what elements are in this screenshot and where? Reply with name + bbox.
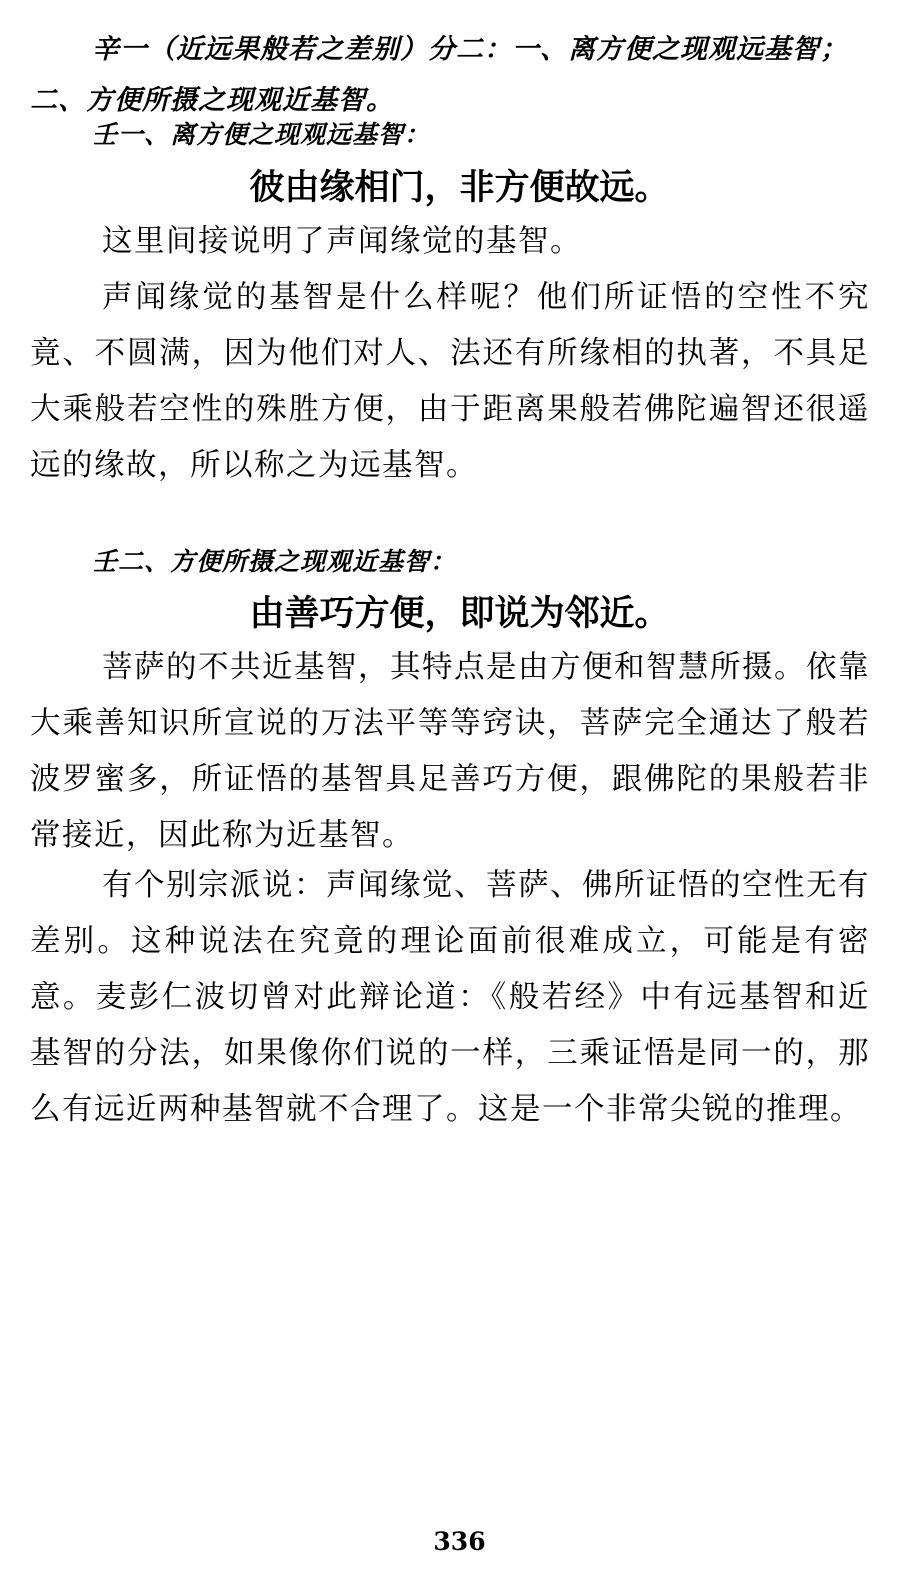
- section-heading: 辛一（近远果般若之差别）分二：一、离方便之现观远基智；二、方便所摄之现观近基智。: [30, 34, 848, 116]
- subsection-heading-distant: 壬一、离方便之现观远基智：: [92, 120, 431, 149]
- verse-distant: 彼由缘相门，非方便故远。: [249, 167, 670, 208]
- paragraph: 有个别宗派说：声闻缘觉、菩萨、佛所证悟的空性无有差别。这种说法在究竟的理论面前很难成立，可能是有密意。麦彭仁波切曾对此辩论道：《般若经》中有远基智和近基智的分法，如果像你们说的一样，三乘证悟是同一的，那么有远近两种基智就不合理了。这是一个非常尖锐的推理。: [30, 868, 870, 1127]
- verse-near: 由善巧方便，即说为邻近。: [249, 593, 670, 634]
- subsection-heading-near: 壬二、方便所摄之现观近基智：: [92, 547, 457, 576]
- paragraph: 声闻缘觉的基智是什么样呢？他们所证悟的空性不究竟、不圆满，因为他们对人、法还有所缘相的执著，不具足大乘般若空性的殊胜方便，由于距离果般若佛陀遍智还很遥远的缘故，所以称之为远基智。: [30, 280, 870, 483]
- paragraph: 菩萨的不共近基智，其特点是由方便和智慧所摄。依靠大乘善知识所宣说的万法平等等窍诀，菩萨完全通达了般若波罗蜜多，所证悟的基智具足善巧方便，跟佛陀的果般若非常接近，因此称为近基智。: [30, 650, 870, 853]
- page-number: 336: [433, 1527, 486, 1556]
- paragraph: 这里间接说明了声闻缘觉的基智。: [102, 224, 582, 259]
